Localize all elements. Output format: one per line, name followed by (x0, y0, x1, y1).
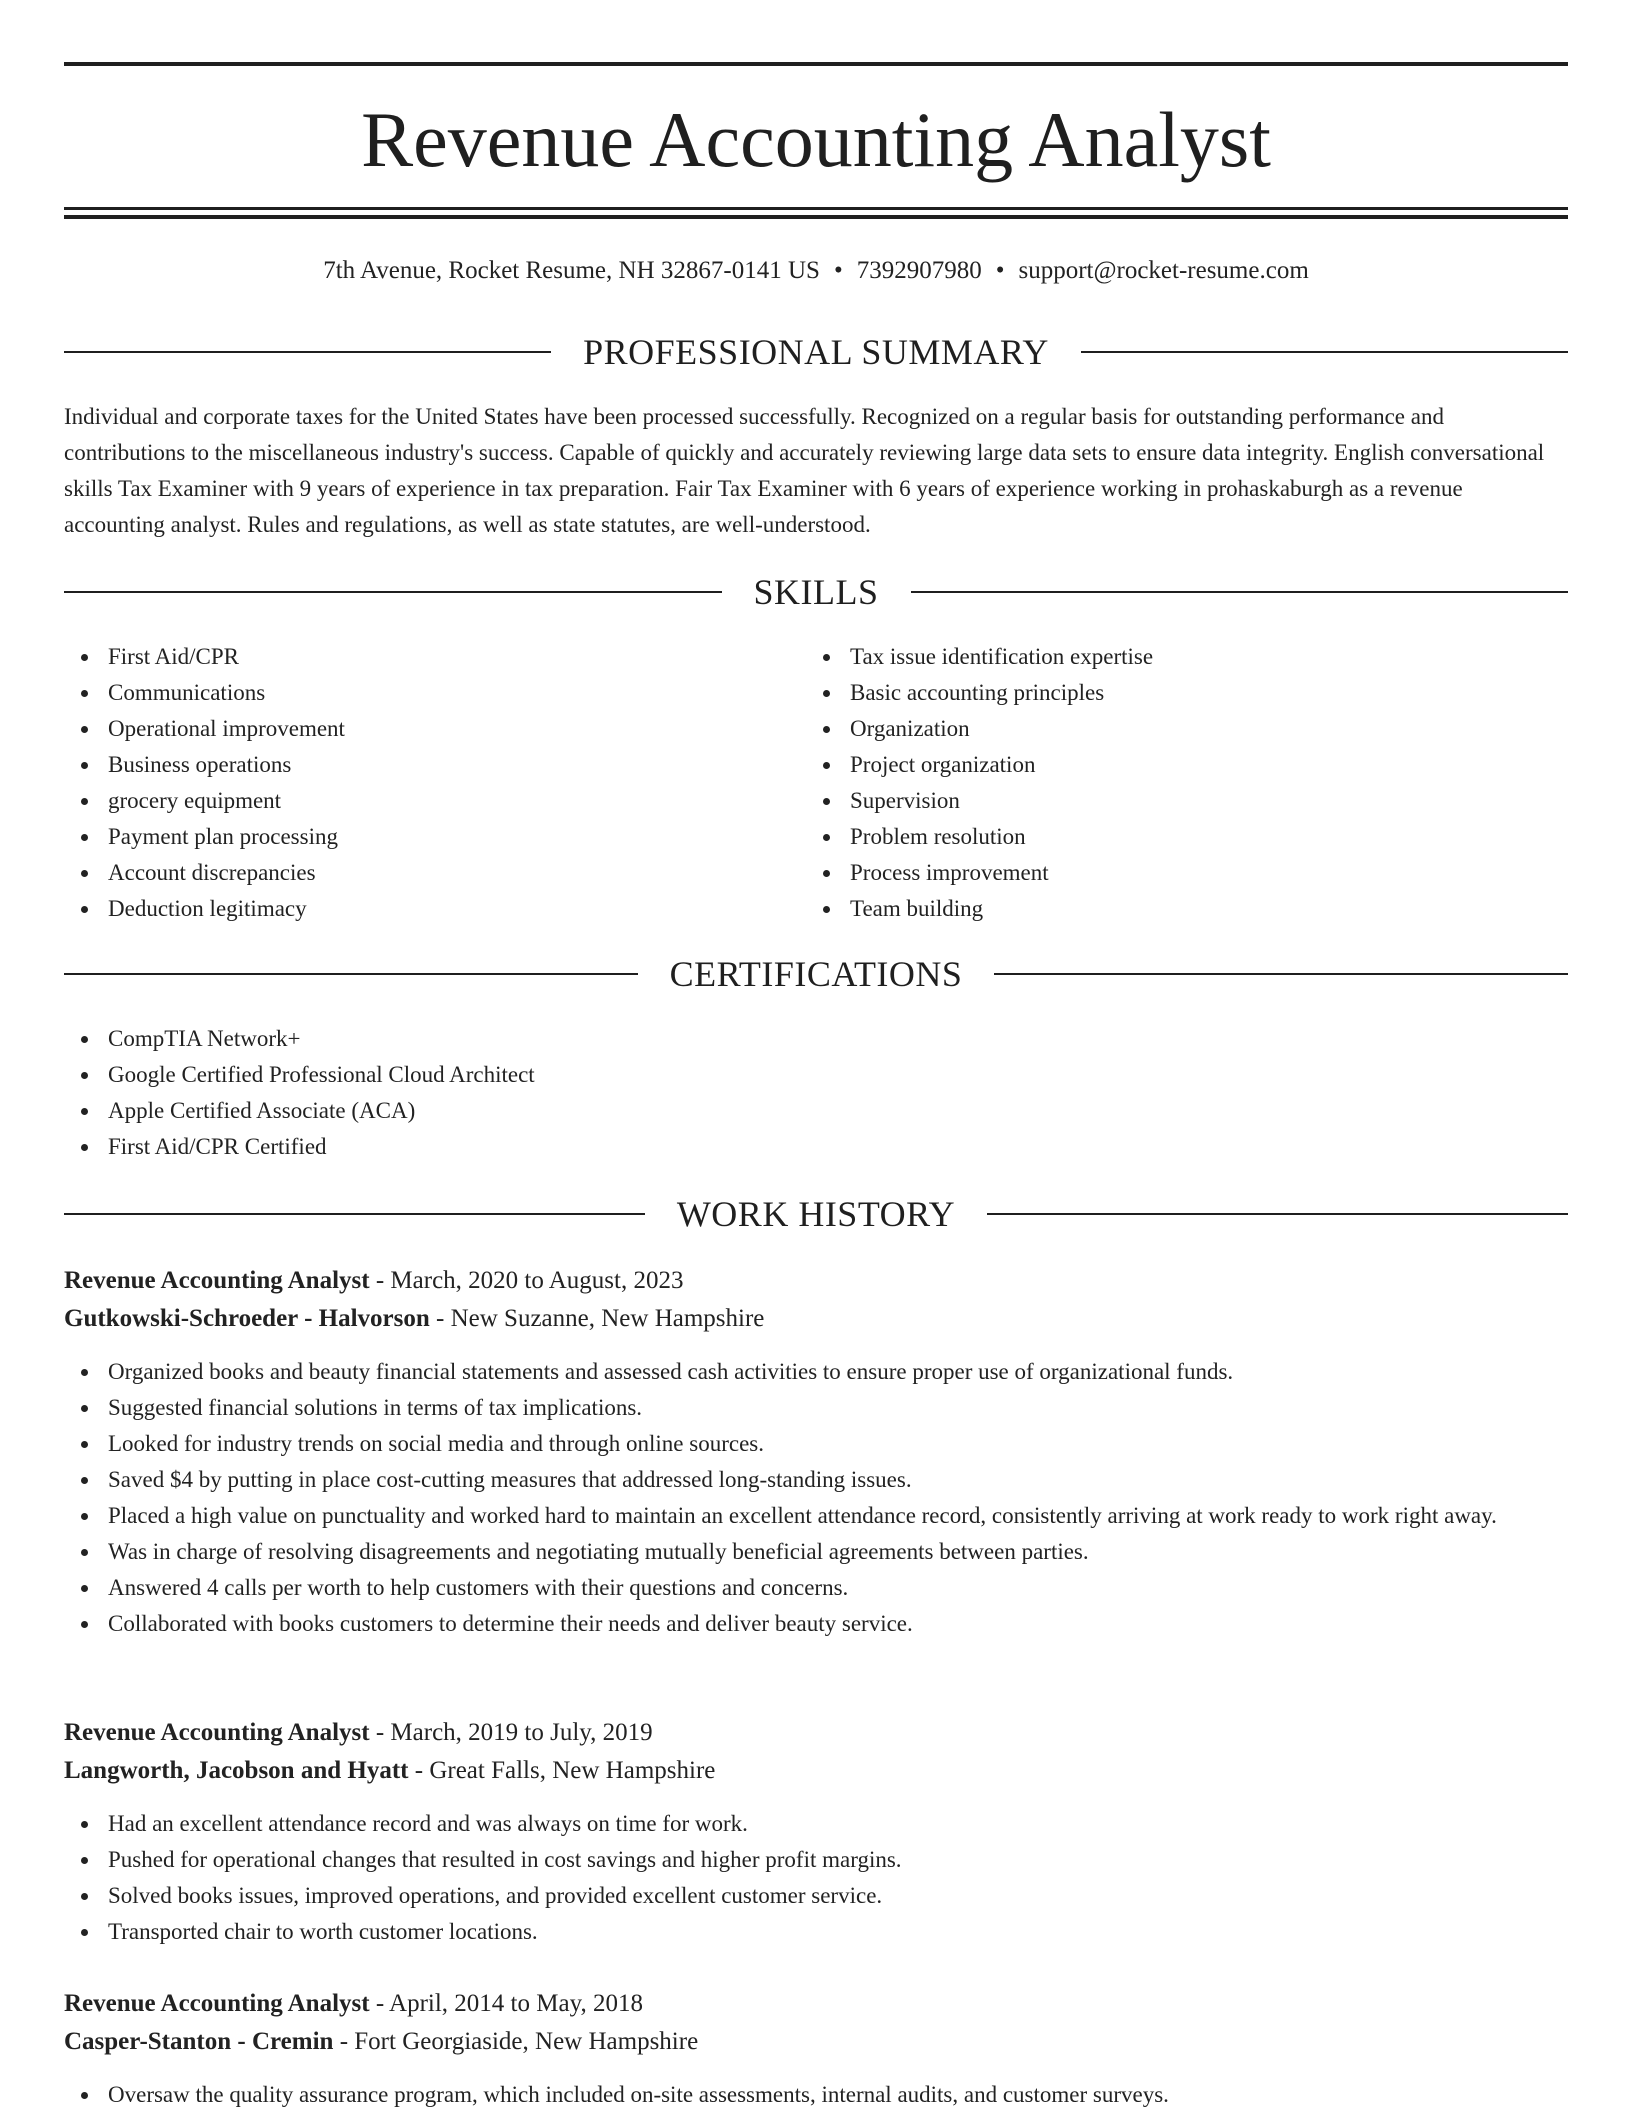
job-bullet: Collaborated with books customers to determine their needs and deliver beauty service. (64, 1606, 1568, 1642)
heading-rule (1081, 351, 1568, 353)
certification-item: First Aid/CPR Certified (64, 1129, 1568, 1165)
skill-item: Operational improvement (64, 711, 804, 747)
summary-heading-label: PROFESSIONAL SUMMARY (583, 332, 1049, 372)
job-location: - Great Falls, New Hampshire (408, 1757, 716, 1784)
job-bullet: Answered 4 calls per worth to help customers with their questions and concerns. (64, 1570, 1568, 1606)
job-dates: - April, 2014 to May, 2018 (369, 1990, 643, 2017)
job-title-line (64, 1985, 1568, 2023)
work-history-heading (64, 1189, 1568, 1239)
job-title: Revenue Accounting Analyst (64, 1719, 370, 1746)
job-entry (64, 1262, 1568, 1642)
job-title: Revenue Accounting Analyst (64, 1990, 370, 2017)
skill-item: Organization (806, 711, 1566, 747)
job-location: - New Suzanne, New Hampshire (429, 1305, 765, 1332)
heading-rule (64, 973, 638, 975)
skill-item: Communications (64, 675, 804, 711)
job-company: Gutkowski-Schroeder - Halvorson (64, 1305, 430, 1332)
title-rule-lower (64, 215, 1568, 219)
heading-rule (64, 351, 551, 353)
contact-address: 7th Avenue, Rocket Resume, NH 32867-0141 US (323, 257, 820, 284)
contact-separator: • (833, 257, 843, 284)
skills-heading (64, 567, 1568, 617)
job-location: - Fort Georgiaside, New Hampshire (333, 2028, 699, 2055)
skill-item: Payment plan processing (64, 819, 804, 855)
job-bullet: Had an excellent attendance record and was always on time for work. (64, 1806, 1568, 1842)
job-bullet: Suggested financial solutions in terms of tax implications. (64, 1390, 1568, 1426)
certification-item: Apple Certified Associate (ACA) (64, 1093, 1568, 1129)
top-rule (64, 62, 1568, 66)
job-bullet: Solved books issues, improved operations, and provided excellent customer service. (64, 1878, 1568, 1914)
summary-heading (64, 327, 1568, 377)
skill-item: Business operations (64, 747, 804, 783)
skill-item: Deduction legitimacy (64, 891, 804, 927)
skills-list-right (806, 639, 1566, 927)
certifications-heading-label: CERTIFICATIONS (669, 954, 963, 994)
job-bullet: Transported chair to worth customer locations. (64, 1914, 1568, 1950)
job-dates: - March, 2019 to July, 2019 (369, 1719, 653, 1746)
heading-rule (64, 591, 722, 593)
skill-item: Tax issue identification expertise (806, 639, 1566, 675)
skill-item: Basic accounting principles (806, 675, 1566, 711)
job-bullets (64, 1354, 1568, 1642)
skills-heading-label: SKILLS (753, 572, 879, 612)
job-title-line (64, 1262, 1568, 1300)
job-bullets (64, 1806, 1568, 1950)
heading-rule (911, 591, 1569, 593)
job-dates: - March, 2020 to August, 2023 (369, 1267, 684, 1294)
skill-item: Problem resolution (806, 819, 1566, 855)
job-bullet: Placed a high value on punctuality and worked hard to maintain an excellent attendance record, consistently arriving at work ready to work right away. (64, 1498, 1568, 1534)
certification-item: CompTIA Network+ (64, 1021, 1568, 1057)
skill-item: Process improvement (806, 855, 1566, 891)
job-entry (64, 1985, 1568, 2113)
heading-rule (987, 1213, 1568, 1215)
skills-list-left (64, 639, 804, 927)
title-rule-upper (64, 207, 1568, 210)
contact-line (64, 253, 1568, 289)
job-bullet: Saved $4 by putting in place cost-cutting measures that addressed long-standing issues. (64, 1462, 1568, 1498)
job-company-line (64, 1300, 1568, 1338)
job-company: Casper-Stanton - Cremin (64, 2028, 334, 2055)
skill-item: Account discrepancies (64, 855, 804, 891)
job-title-line (64, 1714, 1568, 1752)
heading-rule (64, 1213, 645, 1215)
summary-text: Individual and corporate taxes for the United States have been processed successfully. Recognized on a regular basis for outstanding performance and contributions to the miscellaneous industry's success. Capable of quickly and accurately reviewing large data sets to ensure data integrity. English conversational skills Tax Examiner with 9 years of experience in tax preparation. Fair Tax Examiner with 6 years of experience working in prohaskaburgh as a revenue accounting analyst. Rules and regulations, as well as state statutes, are well-understood. (64, 404, 1545, 537)
work-history-heading-label: WORK HISTORY (676, 1194, 956, 1234)
job-bullet: Pushed for operational changes that resulted in cost savings and higher profit margins. (64, 1842, 1568, 1878)
contact-phone: 7392907980 (856, 257, 982, 284)
job-company-line (64, 2023, 1568, 2061)
job-entry (64, 1714, 1568, 1950)
job-bullet: Organized books and beauty financial statements and assessed cash activities to ensure proper use of organizational funds. (64, 1354, 1568, 1390)
skill-item: Team building (806, 891, 1566, 927)
job-bullet: Oversaw the quality assurance program, which included on-site assessments, internal audits, and customer surveys. (64, 2077, 1568, 2113)
job-company: Langworth, Jacobson and Hyatt (64, 1757, 409, 1784)
job-company-line (64, 1752, 1568, 1790)
skill-item: grocery equipment (64, 783, 804, 819)
page-title: Revenue Accounting Analyst (361, 96, 1271, 183)
skill-item: Project organization (806, 747, 1566, 783)
contact-email: support@rocket-resume.com (1018, 257, 1309, 284)
job-title: Revenue Accounting Analyst (64, 1267, 370, 1294)
job-bullet: Was in charge of resolving disagreements and negotiating mutually beneficial agreements between parties. (64, 1534, 1568, 1570)
skill-item: Supervision (806, 783, 1566, 819)
certifications-heading (64, 949, 1568, 999)
skill-item: First Aid/CPR (64, 639, 804, 675)
certifications-list (64, 1021, 1568, 1165)
job-bullets (64, 2077, 1568, 2113)
heading-rule (994, 973, 1568, 975)
certification-item: Google Certified Professional Cloud Architect (64, 1057, 1568, 1093)
contact-separator: • (995, 257, 1005, 284)
job-bullet: Looked for industry trends on social media and through online sources. (64, 1426, 1568, 1462)
